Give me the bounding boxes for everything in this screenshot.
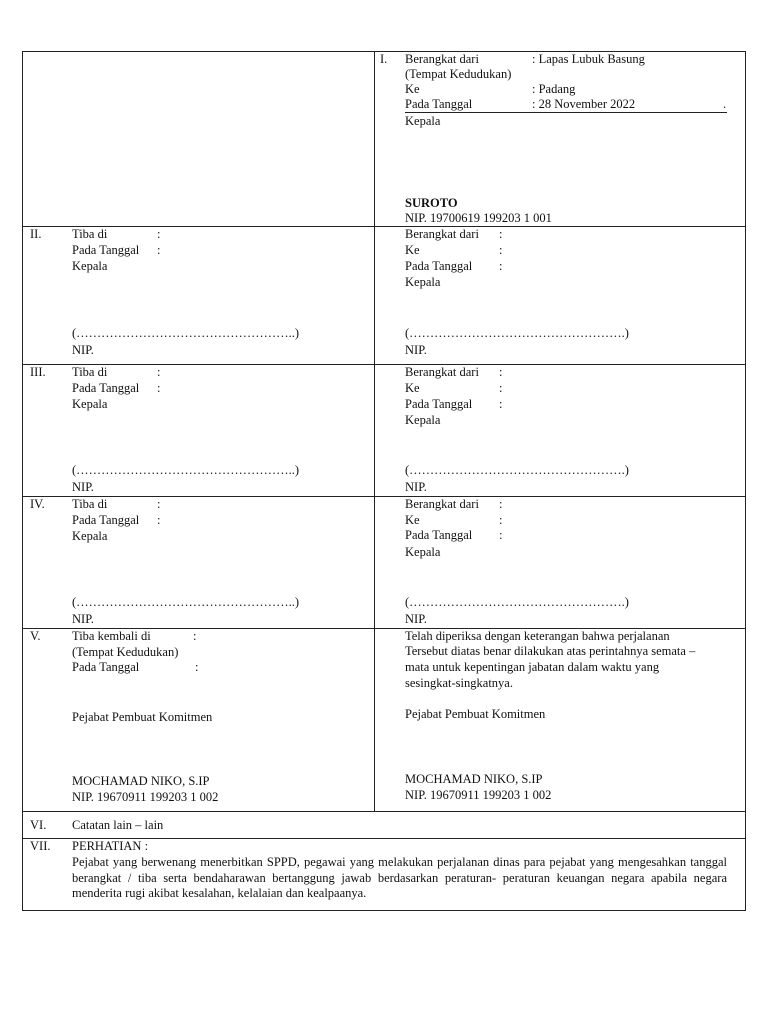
nip-label: NIP. [72,343,94,357]
pada-tanggal-colon: : [499,259,503,273]
ke-label: Ke [405,243,420,257]
table-border-bottom [22,910,746,911]
tiba-di-colon: : [157,497,161,511]
signature-line: (……………………………………………..) [72,463,300,477]
section-numeral: III. [30,365,46,379]
tiba-di-colon: : [157,365,161,379]
row-divider [22,226,746,227]
tanggal-underline [405,112,727,113]
section-numeral: VII. [30,839,51,853]
pejabat-title: Pejabat Pembuat Komitmen [405,707,546,721]
tiba-di-colon: : [157,227,161,241]
perhatian-body: Pejabat yang berwenang menerbitkan SPPD, pegawai yang melakukan perjalanan dinas para pejabat yang mengesahkan tanggal berangkat / tiba serta bendaharawan bertanggung jawab berdasarkan peraturan- peraturan keuangan negara apabila negara menderita rugi akibat kesalahan, kelalaian dan kealpaanya. [72,855,727,900]
pada-tanggal-colon: : [499,528,503,542]
nip-label: NIP. [405,612,427,626]
tiba-kembali-colon: : [193,629,197,643]
pada-tanggal-label: Pada Tanggal [405,397,473,411]
nip-label: NIP. [72,612,94,626]
pada-tanggal-label: Pada Tanggal [405,528,473,542]
row-divider [22,811,746,812]
berangkat-dari-value: : Lapas Lubuk Basung [532,52,645,66]
signatory-name: MOCHAMAD NIKO, S.IP [72,774,210,788]
tiba-di-label: Tiba di [72,497,108,511]
signatory-name: MOCHAMAD NIKO, S.IP [405,772,543,786]
tempat-kedudukan-label: (Tempat Kedudukan) [405,67,512,81]
signature-line: (…………………………………………….) [405,326,629,340]
pada-tanggal-colon: : [195,660,199,674]
kepala-label: Kepala [405,545,441,559]
signature-line: (…………………………………………….) [405,463,629,477]
signatory-nip: NIP. 19670911 199203 1 002 [405,788,552,802]
pada-tanggal-colon: : [157,243,161,257]
berangkat-dari-colon: : [499,365,503,379]
statement-line: Telah diperiksa dengan keterangan bahwa perjalanan [405,629,670,643]
nip-label: NIP. [72,480,94,494]
tempat-kedudukan-label: (Tempat Kedudukan) [72,645,179,659]
pada-tanggal-value: : 28 November 2022 [532,97,636,111]
section-numeral: II. [30,227,42,241]
pada-tanggal-colon: : [157,513,161,527]
nip-label: NIP. [405,480,427,494]
section-numeral: VI. [30,818,47,832]
row-divider [22,364,746,365]
kepala-label: Kepala [72,259,108,273]
tiba-di-label: Tiba di [72,365,108,379]
statement-line: mata untuk kepentingan jabatan dalam waktu yang [405,660,660,674]
pada-tanggal-colon: : [499,397,503,411]
section-numeral: IV. [30,497,45,511]
ke-label: Ke [405,82,420,96]
pada-tanggal-label: Pada Tanggal [405,97,473,111]
berangkat-dari-label: Berangkat dari [405,227,479,241]
berangkat-dari-label: Berangkat dari [405,52,479,66]
pada-tanggal-label: Pada Tanggal [72,660,140,674]
signatory-nip: NIP. 19670911 199203 1 002 [72,790,219,804]
kepala-label: Kepala [405,114,441,128]
table-border-left [22,51,23,910]
kepala-label: Kepala [72,397,108,411]
ke-value: : Padang [532,82,576,96]
ke-colon: : [499,513,503,527]
signature-line: (……………………………………………..) [72,595,300,609]
ke-label: Ke [405,513,420,527]
berangkat-dari-label: Berangkat dari [405,365,479,379]
pejabat-title: Pejabat Pembuat Komitmen [72,710,213,724]
perhatian-title: PERHATIAN : [72,839,149,853]
tanggal-tail: . [723,97,727,111]
signature-line: (…………………………………………….) [405,595,629,609]
berangkat-dari-colon: : [499,497,503,511]
catatan-label: Catatan lain – lain [72,818,164,832]
nip-label: NIP. [405,343,427,357]
berangkat-dari-colon: : [499,227,503,241]
statement-line: sesingkat-singkatnya. [405,676,513,690]
tiba-kembali-label: Tiba kembali di [72,629,151,643]
ke-colon: : [499,243,503,257]
kepala-label: Kepala [405,275,441,289]
row-divider [22,496,746,497]
table-border-right [745,51,746,910]
kepala-label: Kepala [72,529,108,543]
signatory-nip: NIP. 19700619 199203 1 001 [405,211,552,225]
tiba-di-label: Tiba di [72,227,108,241]
berangkat-dari-label: Berangkat dari [405,497,479,511]
pada-tanggal-label: Pada Tanggal [72,243,140,257]
signatory-name: SUROTO [405,196,458,210]
pada-tanggal-label: Pada Tanggal [72,381,140,395]
section-numeral: I. [380,52,388,66]
pada-tanggal-label: Pada Tanggal [72,513,140,527]
ke-colon: : [499,381,503,395]
section-numeral: V. [30,629,41,643]
signature-line: (……………………………………………..) [72,326,300,340]
pada-tanggal-colon: : [157,381,161,395]
kepala-label: Kepala [405,413,441,427]
pada-tanggal-label: Pada Tanggal [405,259,473,273]
ke-label: Ke [405,381,420,395]
column-divider [374,51,375,811]
statement-line: Tersebut diatas benar dilakukan atas perintahnya semata – [405,644,696,658]
